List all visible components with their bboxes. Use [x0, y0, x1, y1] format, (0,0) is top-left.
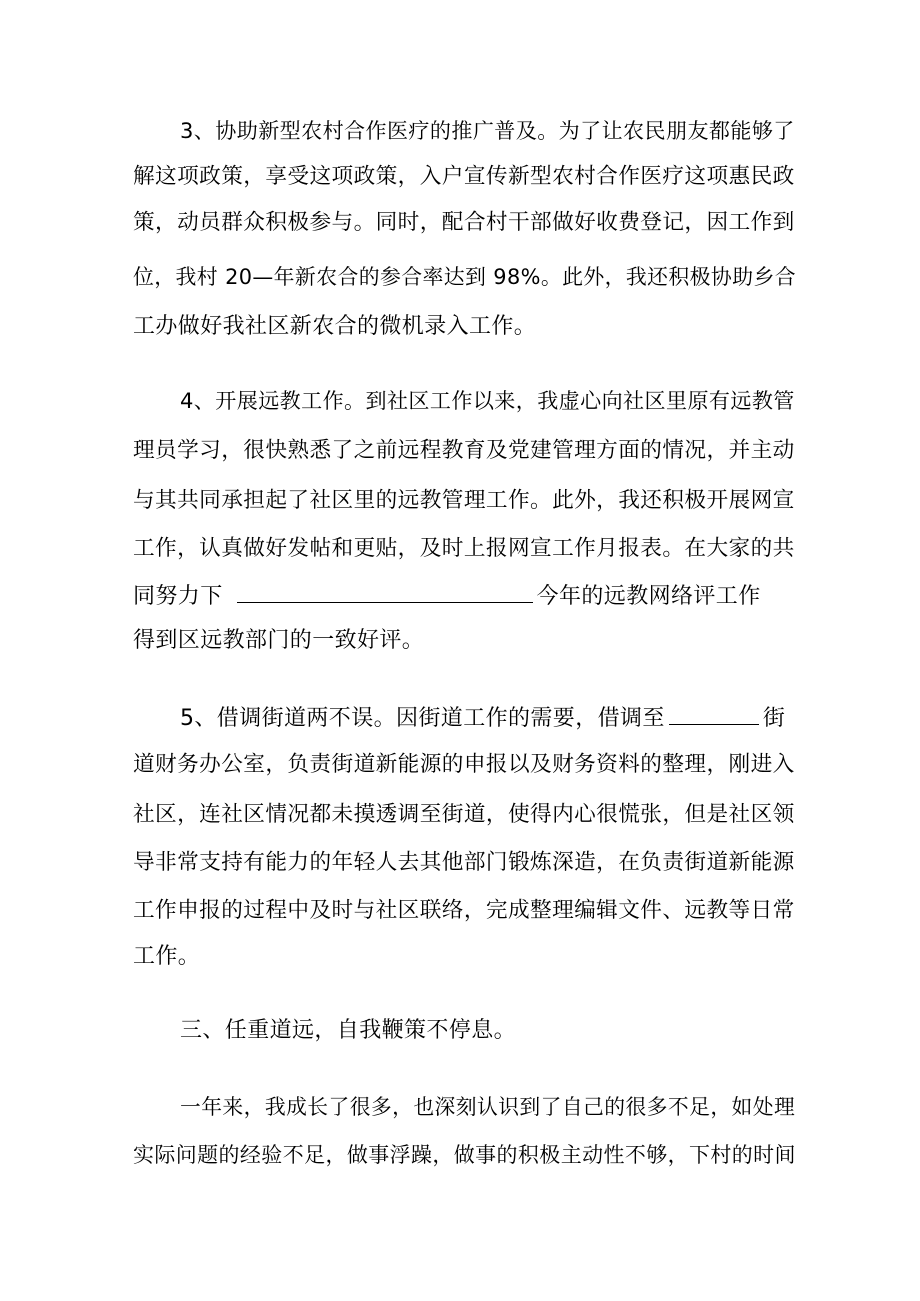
p4-line-3: 与其共同承担起了社区里的远教管理工作。此外，我还积极开展网宣: [133, 488, 795, 513]
p3-line-4: 位，我村 20—年新农合的参合率达到 98%。此外，我还积极协助乡合: [133, 265, 796, 289]
p5-line-5: 工作申报的过程中及时与社区联络，完成整理编辑文件、远教等日常: [133, 898, 795, 923]
p6-line-1: 一年来，我成长了很多，也深刻认识到了自己的很多不足，如处理: [180, 1095, 796, 1119]
p5-line-3: 社区，连社区情况都未摸透调至街道，使得内心很慌张，但是社区领: [133, 802, 795, 827]
p4-line-5-start: 同努力下: [133, 584, 223, 609]
fill-in-blank: [237, 580, 533, 603]
p6-line-2: 实际问题的经验不足，做事浮躁，做事的积极主动性不够，下村的时间: [133, 1143, 796, 1167]
p5-line-1-start: 5、借调街道两不误。因街道工作的需要，借调至: [180, 706, 665, 731]
p4-line-4: 工作，认真做好发帖和更贴，及时上报网宣工作月报表。在大家的共: [133, 536, 795, 561]
p5-line-6: 工作。: [133, 944, 201, 969]
p5-line-2: 道财务办公室，负责街道新能源的申报以及财务资料的整理，刚进入: [133, 752, 795, 777]
section-heading: 三、任重道远，自我鞭策不停息。: [180, 1018, 517, 1043]
fill-in-blank: [669, 702, 759, 725]
p3-line-5: 工办做好我社区新农合的微机录入工作。: [133, 314, 537, 339]
p5-line-1-end: 街: [762, 706, 786, 731]
p5-line-1: [180, 702, 785, 734]
p4-line-2: 理员学习，很快熟悉了之前远程教育及党建管理方面的情况，并主动: [133, 438, 795, 463]
p4-line-6: 得到区远教部门的一致好评。: [133, 628, 425, 653]
p4-line-5-end: 今年的远教网络评工作: [536, 584, 761, 609]
p4-line-5: [133, 580, 761, 612]
p4-line-1: 4、开展远教工作。到社区工作以来，我虚心向社区里原有远教管: [180, 388, 795, 413]
p3-line-3: 策，动员群众积极参与。同时，配合村干部做好收费登记，因工作到: [133, 210, 795, 235]
p3-line-1: 3、协助新型农村合作医疗的推广普及。为了让农民朋友都能够了: [180, 118, 795, 143]
p3-line-2: 解这项政策，享受这项政策，入户宣传新型农村合作医疗这项惠民政: [133, 164, 795, 189]
p5-line-4: 导非常支持有能力的年轻人去其他部门锻炼深造，在负责街道新能源: [133, 850, 795, 875]
